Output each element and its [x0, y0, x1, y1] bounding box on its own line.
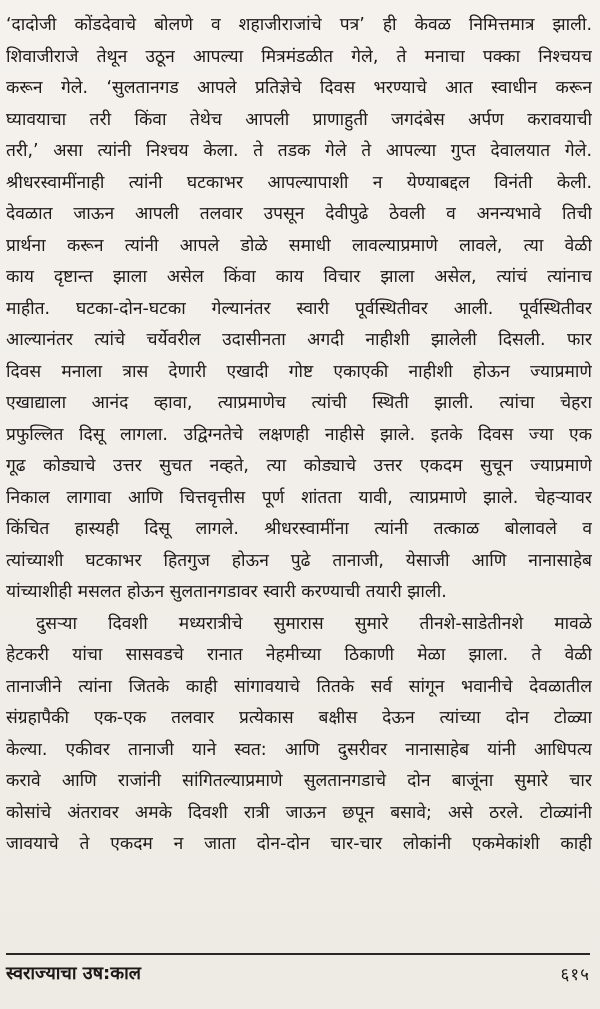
text-line: शिवाजीराजे तेथून उठून आपल्या मित्रमंडळीत गेले, ते मनाचा पक्का निश्चयच	[6, 46, 592, 67]
text-line: गूढ कोड्याचे उत्तर सुचत नव्हते, त्या कोड्याचे उत्तर एकदम सुचून ज्याप्रमाणे	[6, 456, 592, 476]
text-line: तरी,’ असा त्यांनी निश्चय केला. ते तडक गेले ते आपल्या गुप्त देवालयात गेले.	[6, 141, 592, 161]
footer-divider	[6, 953, 590, 955]
text-line: आल्यानंतर त्यांचे चर्येवरील उदासीनता अगदी नाहीशी झालेली दिसली. फार	[6, 330, 592, 350]
text-line: ‘दादोजी कोंडदेवाचे बोलणे व शहाजीराजांचे पत्र’ ही केवळ निमित्तमात्र झाली.	[6, 15, 592, 35]
text-line: दिवस मनाला त्रास देणारी एखादी गोष्ट एकाएकी नाहीशी होऊन ज्याप्रमाणे	[6, 361, 592, 382]
text-line: देवळात जाऊन आपली तलवार उपसून देवीपुढे ठेवली व अनन्यभावे तिची	[6, 204, 592, 224]
text-line: हेटकरी यांचा सासवडचे रानात नेहमीच्या ठिकाणी मेळा झाला. ते वेळी	[6, 645, 592, 665]
text-line: दुसऱ्या दिवशी मध्यरात्रीचे सुमारास सुमारे तीनशे-साडेतीनशे मावळे	[36, 613, 592, 634]
page-number: ६१५	[560, 964, 590, 985]
text-line: प्रार्थना करून त्यांनी आपले डोळे समाधी लावल्याप्रमाणे लावले, त्या वेळी	[6, 235, 592, 256]
text-line: घ्यावयाचा तरी किंवा तेथेच आपली प्राणाहुती जगदंबेस अर्पण करावयाची	[6, 109, 592, 130]
text-line: एखाद्याला आनंद व्हावा, त्याप्रमाणेच त्यांची स्थिती झाली. त्यांचा चेहरा	[6, 393, 592, 413]
body-text	[6, 10, 592, 861]
text-line: करावे आणि राजांनी सांगितल्याप्रमाणे सुलतानगडाचे दोन बाजूंना सुमारे चार	[6, 771, 592, 791]
page-footer	[6, 958, 590, 988]
text-line: त्यांच्याशी घटकाभर हितगुज होऊन पुढे तानाजी, येसाजी आणि नानासाहेब	[6, 550, 592, 571]
text-line: यांच्याशीही मसलत होऊन सुलतानगडावर स्वारी करण्याची तयारी झाली.	[6, 582, 447, 602]
text-line: काय दृष्टान्त झाला असेल किंवा काय विचार झाला असेल, त्यांचं त्यांनाच	[6, 267, 592, 287]
text-line: करून गेले. ‘सुलतानगड आपले प्रतिज्ञेचे दिवस भरण्याचे आत स्वाधीन करून	[6, 78, 592, 98]
running-title: स्वराज्याचा उष:काल	[6, 963, 141, 984]
text-line: प्रफुल्लित दिसू लागला. उद्विग्नतेचे लक्षणही नाहीसे झाले. इतके दिवस ज्या एक	[6, 424, 592, 445]
text-line: श्रीधरस्वामींनाही त्यांनी घटकाभर आपल्यापाशी न येण्याबद्दल विनंती केली.	[6, 172, 592, 193]
text-line: संग्रहापैकी एक-एक तलवार प्रत्येकास बक्षीस देऊन त्यांच्या दोन टोळ्या	[6, 708, 592, 728]
text-line: किंचित हास्यही दिसू लागले. श्रीधरस्वामींना त्यांनी तत्काळ बोलावले व	[6, 519, 592, 539]
text-line: कोसांचे अंतरावर अमके दिवशी रात्री जाऊन छपून बसावे; असे ठरले. टोळ्यांनी	[6, 802, 592, 823]
text-line: माहीत. घटका-दोन-घटका गेल्यानंतर स्वारी पूर्वस्थितीवर आली. पूर्वस्थितीवर	[6, 298, 592, 319]
text-line: केल्या. एकीवर तानाजी याने स्वत: आणि दुसरीवर नानासाहेब यांनी आधिपत्य	[6, 739, 592, 760]
text-line: तानाजीने त्यांना जितके काही सांगावयाचे तितके सर्व सांगून भवानीचे देवळातील	[6, 676, 592, 697]
text-line: जावयाचे ते एकदम न जाता दोन-दोन चार-चार लोकांनी एकमेकांशी काही	[6, 834, 592, 854]
text-line: निकाल लागावा आणि चित्तवृत्तीस पूर्ण शांतता यावी, त्याप्रमाणे झाले. चेहऱ्यावर	[6, 487, 592, 508]
